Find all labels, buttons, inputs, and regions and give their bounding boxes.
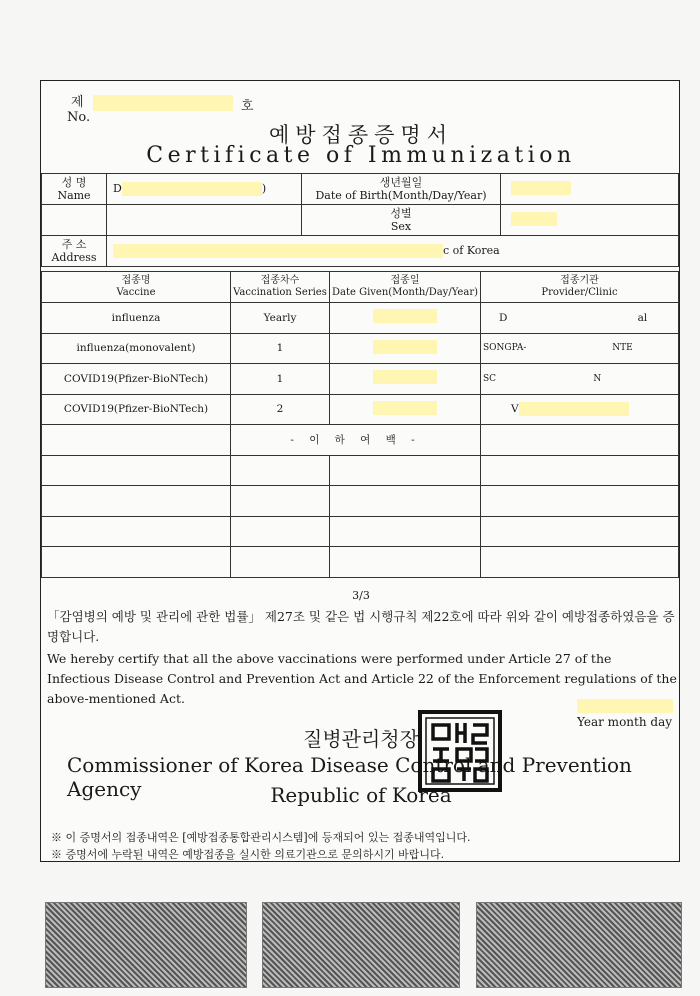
series-cell: Yearly <box>231 303 330 334</box>
blank-marker-text: - 이 하 여 백 - <box>231 425 481 456</box>
title-korean: 예방접종증명서 <box>268 123 453 147</box>
note-2: ※ 증명서에 누락된 내역은 예방접종을 실시한 의료기관으로 문의하시기 바랍니다. <box>51 848 445 861</box>
table-row <box>42 364 679 395</box>
date-cell <box>330 333 481 364</box>
provider-cell: SC N <box>481 364 679 395</box>
statement-korean: 「감염병의 예방 및 관리에 관한 법률」 제27조 및 같은 법 시행규칙 제22호에 따라 위와 같이 예방접종하였음을 증명합니다. <box>47 609 675 644</box>
sex-label: 성별 Sex <box>302 205 501 236</box>
certificate-no-label: 제 No. <box>67 95 91 125</box>
date-cell <box>330 394 481 425</box>
name-value: D ) <box>107 174 302 205</box>
table-row-empty <box>42 516 679 547</box>
table-row <box>42 303 679 334</box>
barcode-1 <box>45 902 247 988</box>
issue-date-redacted <box>577 699 673 713</box>
date-cell <box>330 364 481 395</box>
series-cell: 1 <box>231 364 330 395</box>
certificate <box>40 80 680 862</box>
table-row <box>42 394 679 425</box>
address-value: c of Korea <box>107 236 679 267</box>
barcode-3 <box>476 902 682 988</box>
sex-value <box>501 205 679 236</box>
issuer-country: Republic of Korea <box>270 783 452 807</box>
series-cell: 2 <box>231 394 330 425</box>
statement-english: We hereby certify that all the above vaccinations were performed under Article 27 of the Infectious Disease Control and Prevention Act and Article 22 of the Enforcement regulations of the above-mentioned Act. <box>47 651 677 706</box>
vaccine-cell: COVID19(Pfizer-BioNTech) <box>42 394 231 425</box>
personal-info-table <box>41 173 679 267</box>
note-1: ※ 이 증명서의 접종내역은 [예방접종통합관리시스템]에 등재되어 있는 접종내역입니다. <box>51 831 471 844</box>
dob-label: 생년월일 Date of Birth(Month/Day/Year) <box>302 174 501 205</box>
table-row-empty <box>42 455 679 486</box>
address-label: 주 소 Address <box>42 236 107 267</box>
name-label: 성 명 Name <box>42 174 107 205</box>
table-row-empty <box>42 547 679 578</box>
barcode-2 <box>262 902 460 988</box>
header-series: 접종차수 Vaccination Series <box>231 272 330 303</box>
page-indicator: 3/3 <box>352 589 370 602</box>
official-seal-icon <box>417 709 503 793</box>
title-english: Certificate of Immunization <box>146 143 576 168</box>
vaccine-cell: influenza <box>42 303 231 334</box>
provider-cell: D al <box>481 303 679 334</box>
table-row <box>42 333 679 364</box>
dob-value <box>501 174 679 205</box>
provider-cell: V <box>481 394 679 425</box>
vaccine-cell: COVID19(Pfizer-BioNTech) <box>42 364 231 395</box>
name-label-cont <box>42 205 107 236</box>
table-row-empty <box>42 486 679 517</box>
certificate-no-suffix: 호 <box>241 99 254 114</box>
date-cell <box>330 303 481 334</box>
header-date: 접종일 Date Given(Month/Day/Year) <box>330 272 481 303</box>
issuer-korean: 질병관리청장 <box>303 727 419 751</box>
issue-date-label: Year month day <box>577 715 672 729</box>
provider-cell: SONGPA- NTE <box>481 333 679 364</box>
vaccine-cell: influenza(monovalent) <box>42 333 231 364</box>
vaccination-table <box>41 271 679 578</box>
header-vaccine: 접종명 Vaccine <box>42 272 231 303</box>
header-provider: 접종기관 Provider/Clinic <box>481 272 679 303</box>
certificate-no-redacted <box>93 95 233 111</box>
series-cell: 1 <box>231 333 330 364</box>
issuer-english: Commissioner of Korea Disease Control and Prevention Agency <box>67 753 632 801</box>
name-value-cont <box>107 205 302 236</box>
table-row-blank-marker <box>42 425 679 456</box>
